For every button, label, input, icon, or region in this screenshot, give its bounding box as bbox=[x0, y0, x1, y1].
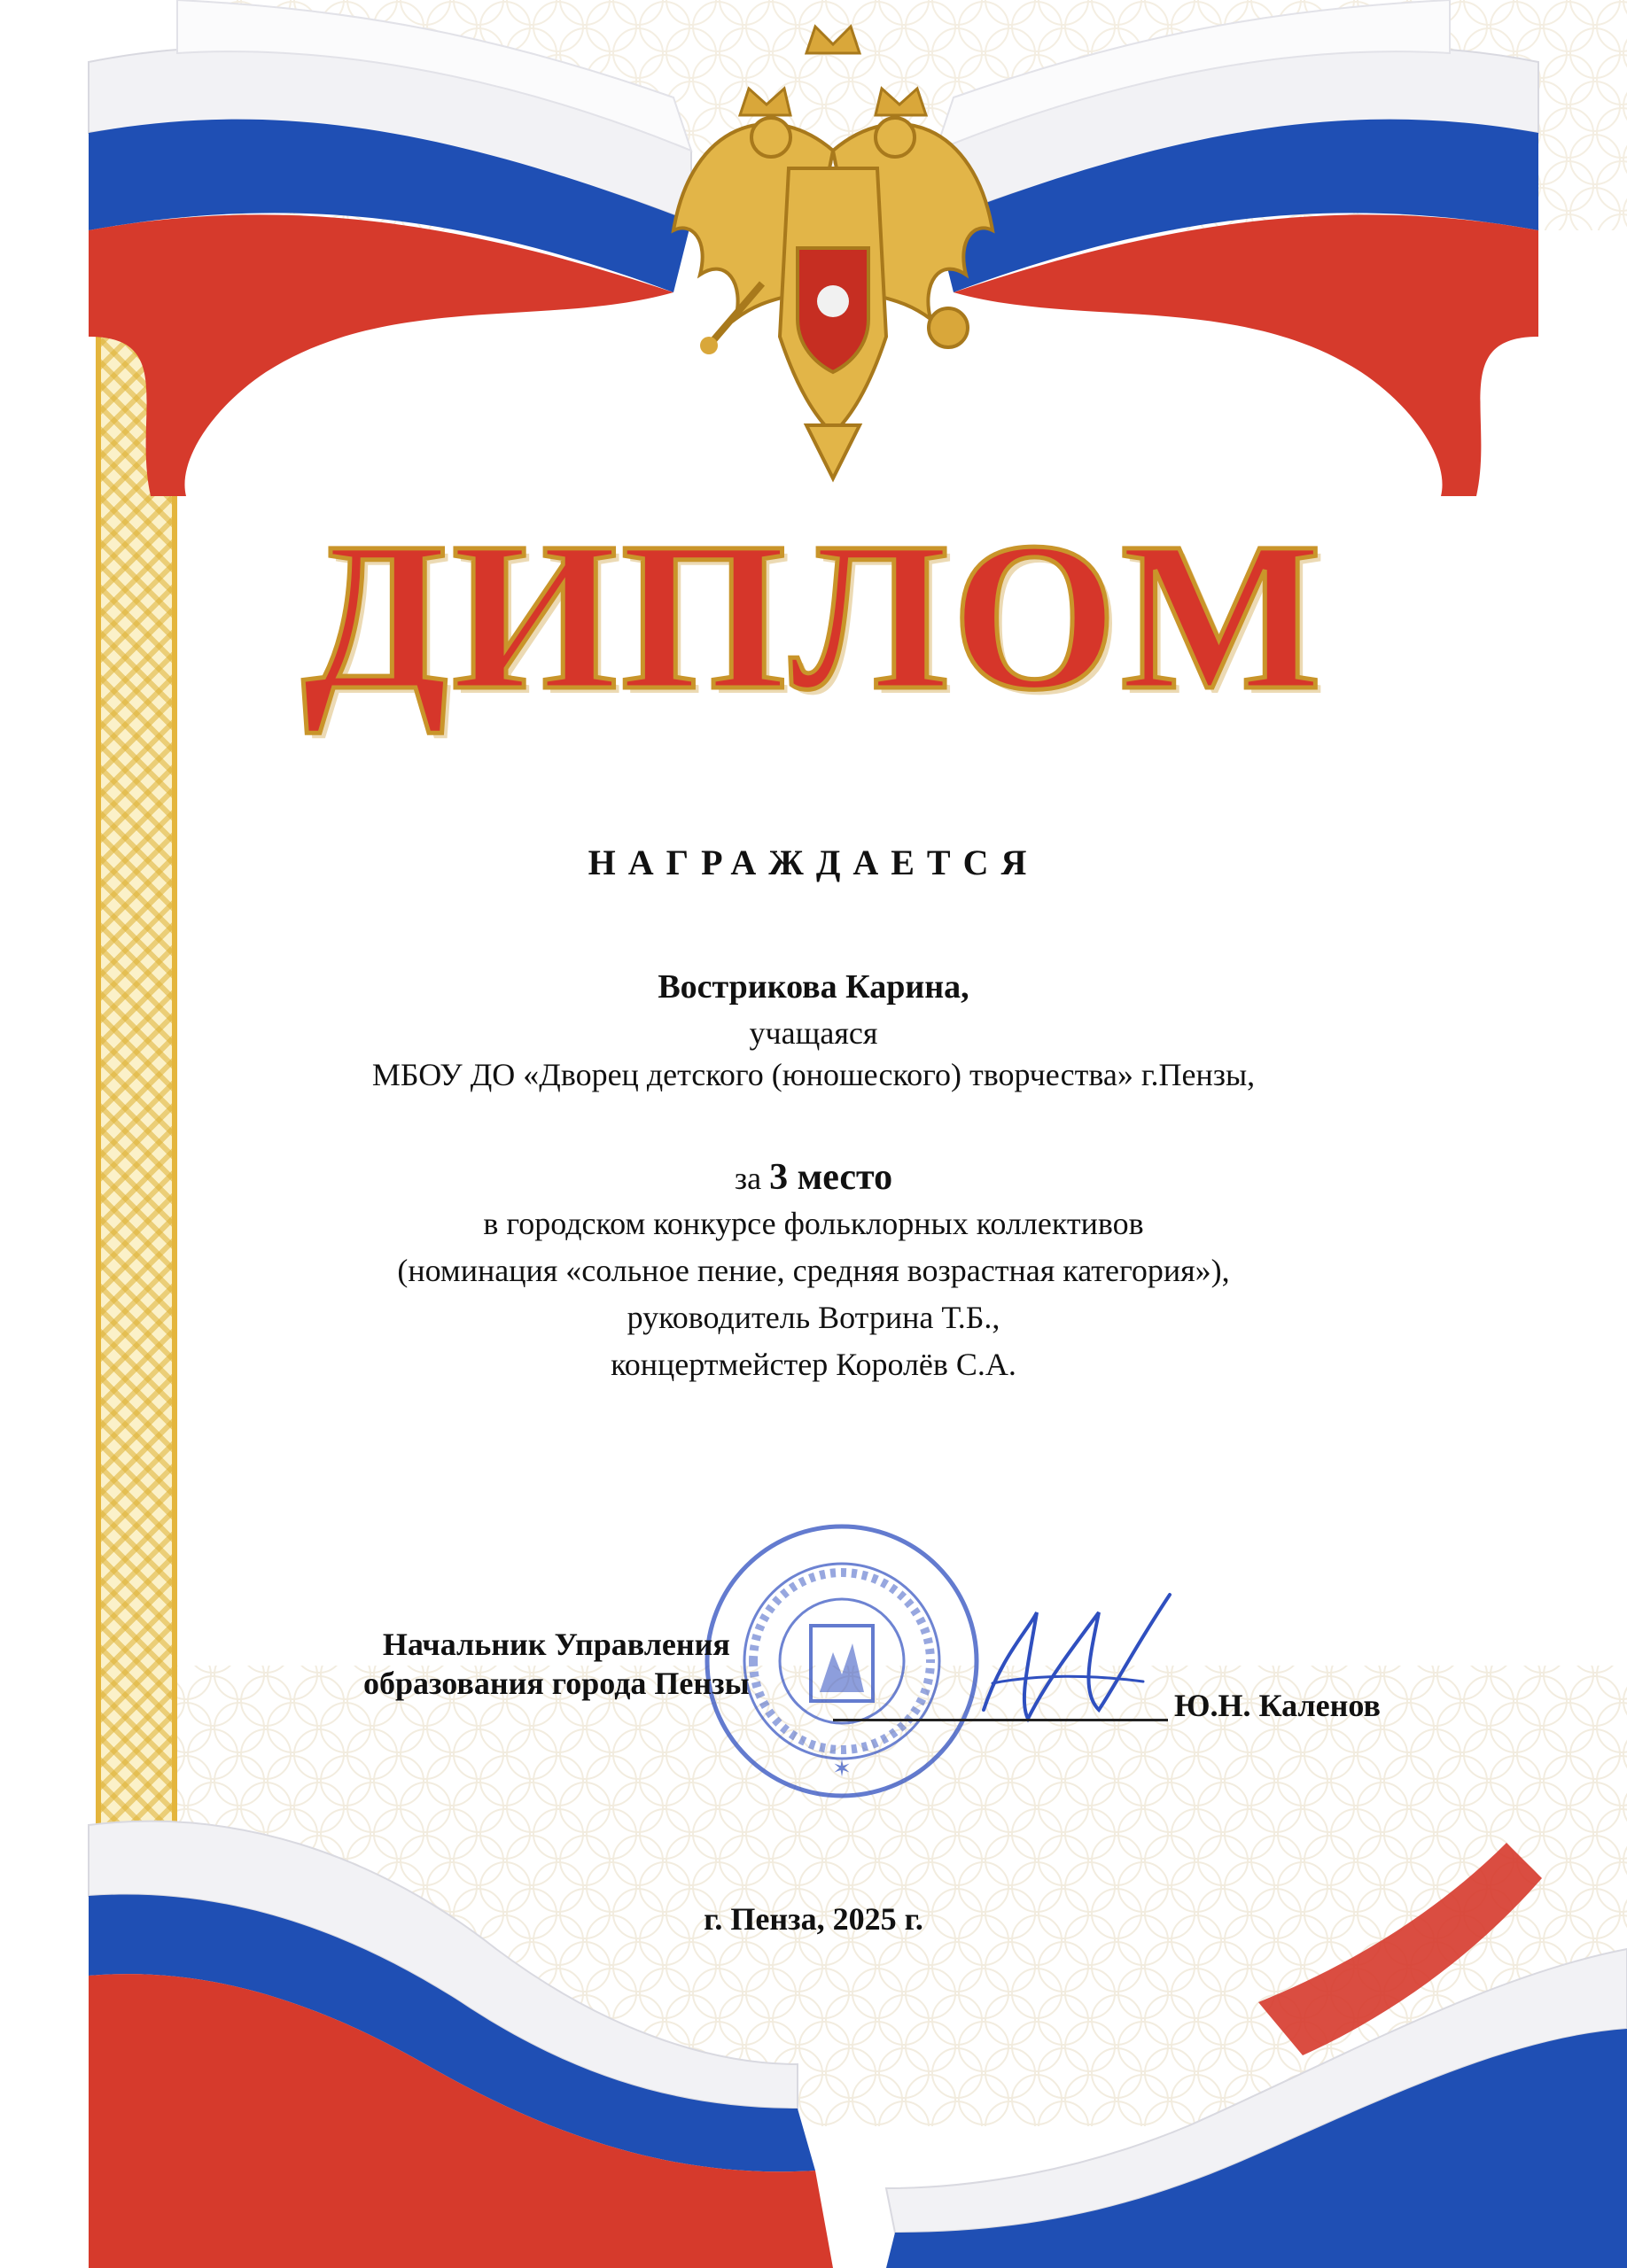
bottom-flag-ribbons bbox=[0, 1772, 1627, 2268]
place-line bbox=[0, 1156, 1627, 1199]
svg-text:✶: ✶ bbox=[832, 1756, 852, 1783]
city-and-year: г. Пенза, 2025 г. bbox=[704, 1901, 923, 1937]
place-prefix: за bbox=[734, 1161, 762, 1196]
signatory-title-line1: Начальник Управления bbox=[382, 1627, 730, 1662]
accompanist: концертмейстер Королёв С.А. bbox=[611, 1347, 1016, 1382]
institution-name: МБОУ ДО «Дворец детского (юношеского) творчества» г.Пензы, bbox=[371, 1057, 1256, 1092]
signatory-title bbox=[363, 1626, 750, 1704]
double-headed-eagle-emblem-icon bbox=[656, 18, 1010, 496]
signatory-title-line2: образования города Пензы bbox=[363, 1665, 750, 1701]
recipient-name: Вострикова Карина, bbox=[658, 968, 969, 1006]
diploma-title: ДИПЛОМ bbox=[301, 498, 1326, 734]
signature-line bbox=[833, 1719, 1168, 1721]
signatory-name: Ю.Н. Каленов bbox=[1174, 1688, 1381, 1723]
awarded-heading: НАГРАЖДАЕТСЯ bbox=[588, 843, 1039, 882]
recipient-role: учащаяся bbox=[749, 1015, 878, 1051]
supervisor: руководитель Вотрина Т.Б., bbox=[627, 1300, 1000, 1335]
nomination: (номинация «сольное пение, средняя возрастная категория»), bbox=[397, 1253, 1230, 1288]
contest-name: в городском конкурсе фольклорных коллективов bbox=[483, 1206, 1144, 1241]
handwritten-signature-icon bbox=[966, 1577, 1179, 1754]
place-value: 3 место bbox=[769, 1157, 893, 1198]
